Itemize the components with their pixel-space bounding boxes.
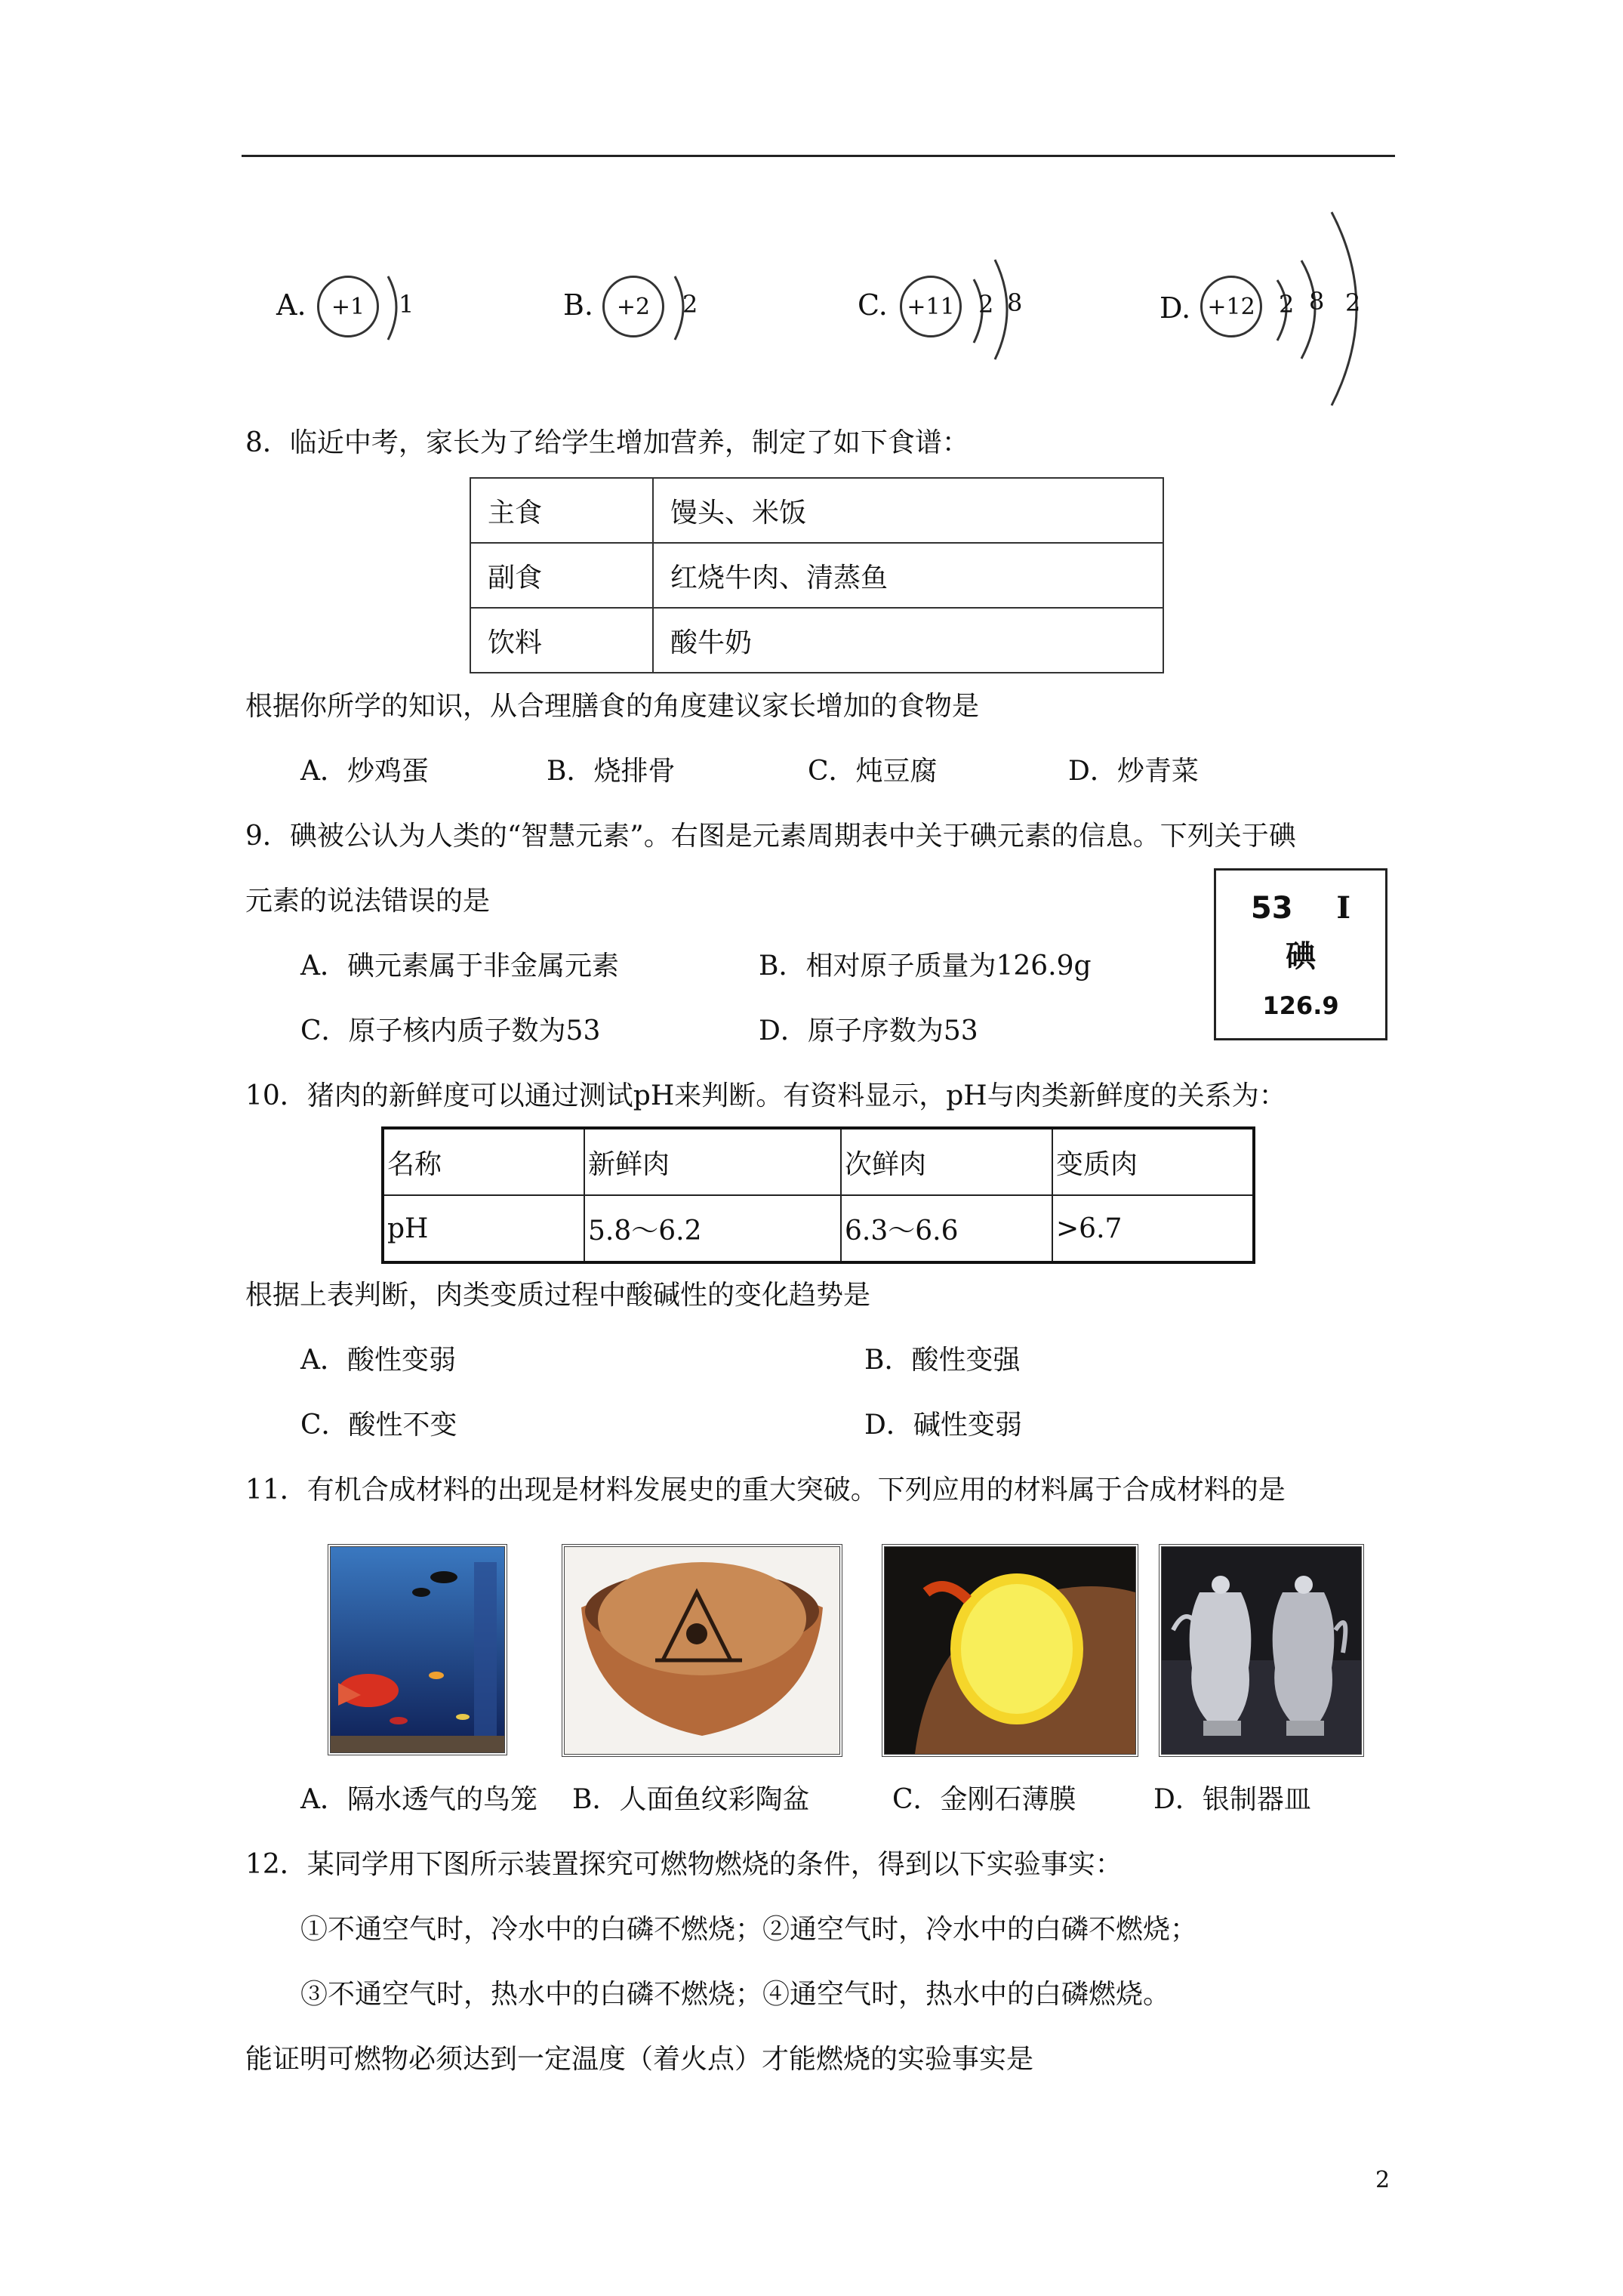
q11-option-a[interactable]: A．隔水透气的鸟笼 — [300, 1784, 537, 1815]
electron-count: 2 — [682, 290, 698, 319]
q8-stem: 8．临近中考，家长为了给学生增加营养，制定了如下食谱： — [245, 427, 969, 458]
table-row — [470, 608, 1163, 673]
electron-count: 2 — [1345, 288, 1361, 317]
electron-count: 8 — [1309, 287, 1325, 316]
diamond-film-photo[interactable] — [882, 1544, 1138, 1757]
q9-option-d[interactable]: D．原子序数为53 — [759, 1015, 978, 1046]
ph-table — [381, 1126, 1255, 1264]
option-label: D. — [1160, 291, 1191, 325]
q8-option-b[interactable]: B．烧排骨 — [547, 756, 676, 787]
header-rule — [242, 155, 1395, 157]
q8-option-d[interactable]: D．炒青菜 — [1068, 756, 1199, 787]
q9-option-b[interactable]: B．相对原子质量为126.9g — [759, 951, 1092, 982]
table-cell: 酸牛奶 — [653, 608, 1163, 673]
q11-option-c[interactable]: C．金刚石薄膜 — [892, 1784, 1076, 1815]
q12-question: 能证明可燃物必须达到一定温度（着火点）才能燃烧的实验事实是 — [245, 2044, 1034, 2075]
table-cell: pH — [383, 1195, 584, 1262]
table-header-cell: 新鲜肉 — [584, 1128, 841, 1195]
atom-diagram-b[interactable] — [560, 272, 711, 408]
q9-option-c[interactable]: C．原子核内质子数为53 — [300, 1015, 601, 1046]
electron-count: 2 — [1279, 290, 1295, 319]
atom-diagram-d[interactable] — [1156, 272, 1398, 408]
table-cell: 5.8～6.2 — [584, 1195, 841, 1262]
q9-option-a[interactable]: A．碘元素属于非金属元素 — [300, 951, 619, 982]
q10-stem: 10．猪肉的新鲜度可以通过测试pH来判断。有资料显示，pH与肉类新鲜度的关系为： — [245, 1080, 1286, 1111]
silverware-photo[interactable] — [1159, 1544, 1364, 1757]
painted-pottery-basin-photo[interactable] — [562, 1544, 842, 1757]
page-number: 2 — [1375, 2167, 1390, 2193]
option-label: C. — [858, 288, 888, 322]
atom-diagram-a[interactable] — [272, 272, 423, 408]
q11-stem: 11．有机合成材料的出现是材料发展史的重大突破。下列应用的材料属于合成材料的是 — [245, 1475, 1286, 1505]
element-name: 碘 — [1286, 939, 1316, 974]
atom-diagram-c[interactable] — [853, 272, 1049, 408]
q10-option-d[interactable]: D．碱性变弱 — [864, 1410, 1022, 1441]
table-header-cell: 变质肉 — [1052, 1128, 1254, 1195]
q12-fact-1-2: ①不通空气时，冷水中的白磷不燃烧；②通空气时，冷水中的白磷不燃烧； — [300, 1914, 1198, 1945]
aquarium-photo[interactable] — [328, 1544, 507, 1755]
q9-stem-cont: 元素的说法错误的是 — [245, 886, 491, 917]
nucleus: +2 — [602, 276, 664, 337]
table-header-cell: 次鲜肉 — [841, 1128, 1052, 1195]
table-row — [470, 478, 1163, 543]
q8-option-a[interactable]: A．炒鸡蛋 — [300, 756, 429, 787]
q9-stem: 9．碘被公认为人类的“智慧元素”。右图是元素周期表中关于碘元素的信息。下列关于碘 — [245, 821, 1296, 852]
table-header-cell: 名称 — [383, 1128, 584, 1195]
q11-option-b[interactable]: B．人面鱼纹彩陶盆 — [572, 1784, 810, 1815]
table-cell: 红烧牛肉、清蒸鱼 — [653, 543, 1163, 608]
table-cell: 馒头、米饭 — [653, 478, 1163, 543]
table-cell: 主食 — [470, 478, 653, 543]
electron-count: 2 — [978, 290, 994, 319]
q10-option-c[interactable]: C．酸性不变 — [300, 1410, 457, 1441]
q12-stem: 12．某同学用下图所示装置探究可燃物燃烧的条件，得到以下实验事实： — [245, 1849, 1123, 1880]
element-card — [1214, 868, 1387, 1040]
atomic-number: 53 — [1250, 891, 1293, 926]
table-row — [383, 1195, 1254, 1262]
q10-question: 根据上表判断，肉类变质过程中酸碱性的变化趋势是 — [245, 1280, 871, 1311]
table-cell: 6.3～6.6 — [841, 1195, 1052, 1262]
q10-option-a[interactable]: A．酸性变弱 — [300, 1345, 456, 1376]
table-cell: 副食 — [470, 543, 653, 608]
q8-option-c[interactable]: C．炖豆腐 — [808, 756, 938, 787]
electron-count: 1 — [399, 290, 414, 319]
option-label: B. — [563, 288, 594, 322]
electron-count: 8 — [1007, 288, 1023, 317]
option-label: A. — [276, 288, 306, 322]
element-symbol: I — [1336, 890, 1351, 926]
table-cell: >6.7 — [1052, 1195, 1254, 1262]
atomic-mass: 126.9 — [1262, 991, 1339, 1020]
table-cell: 饮料 — [470, 608, 653, 673]
nucleus: +1 — [317, 276, 379, 337]
nucleus: +11 — [900, 276, 962, 337]
q12-fact-3-4: ③不通空气时，热水中的白磷不燃烧；④通空气时，热水中的白磷燃烧。 — [300, 1979, 1171, 2010]
q8-question: 根据你所学的知识，从合理膳食的角度建议家长增加的食物是 — [245, 691, 980, 722]
table-row — [470, 543, 1163, 608]
table-row — [383, 1128, 1254, 1195]
q11-option-d[interactable]: D．银制器皿 — [1153, 1784, 1311, 1815]
menu-table — [470, 477, 1164, 673]
q10-option-b[interactable]: B．酸性变强 — [864, 1345, 1021, 1376]
nucleus: +12 — [1200, 276, 1262, 337]
